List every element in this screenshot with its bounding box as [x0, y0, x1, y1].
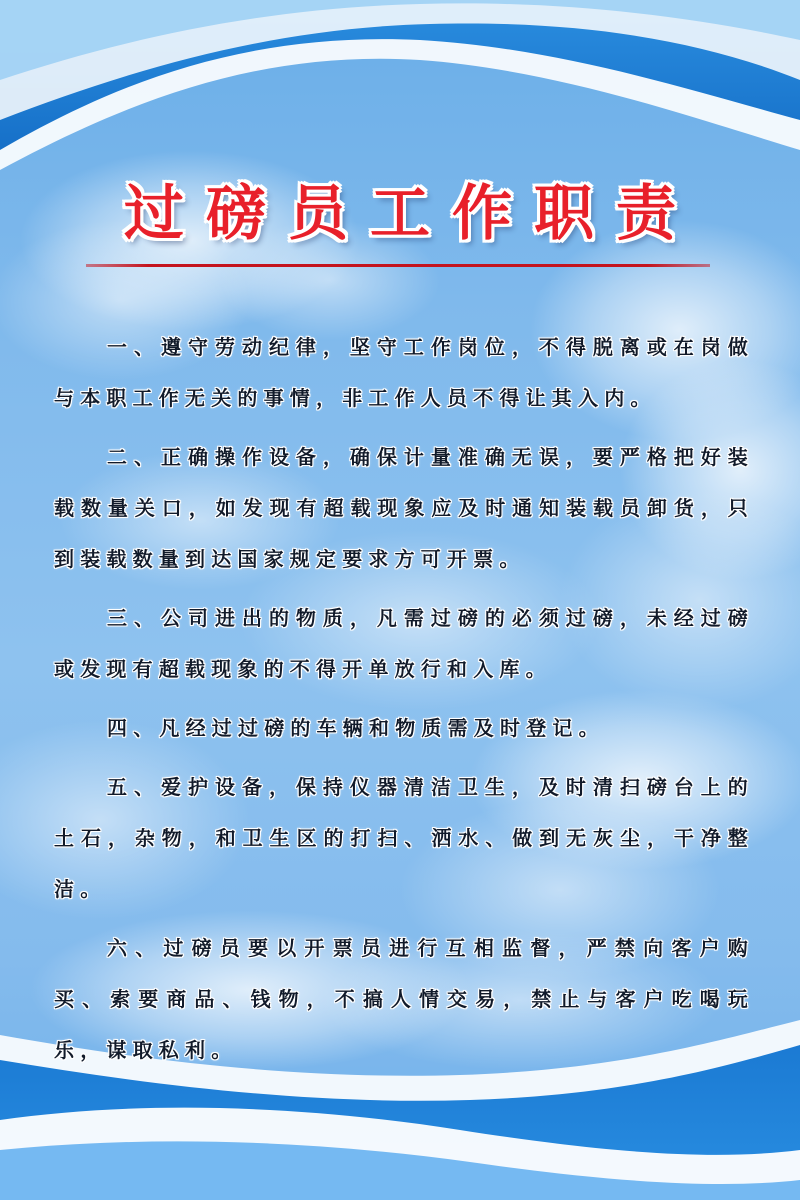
- duty-item-6: 六、过磅员要以开票员进行互相监督，严禁向客户购买、索要商品、钱物，不搞人情交易，禁止与客户吃喝玩乐，谋取私利。: [54, 936, 754, 1062]
- duty-list: [54, 322, 754, 1084]
- duty-item-5: 五、爱护设备，保持仪器清洁卫生，及时清扫磅台上的土石，杂物，和卫生区的打扫、洒水、做到无灰尘，干净整洁。: [54, 775, 754, 901]
- poster-title: 过磅员工作职责: [124, 179, 698, 249]
- duty-item-4: 四、凡经过过磅的车辆和物质需及时登记。: [107, 716, 605, 740]
- duty-item-3: 三、公司进出的物质，凡需过磅的必须过磅，未经过磅或发现有超载现象的不得开单放行和入库。: [54, 606, 754, 681]
- duty-item-1: 一、遵守劳动纪律，坚守工作岗位，不得脱离或在岗做与本职工作无关的事情，非工作人员不得让其入内。: [54, 335, 754, 410]
- duty-item-2: 二、正确操作设备，确保计量准确无误，要严格把好装载数量关口，如发现有超载现象应及时通知装载员卸货，只到装载数量到达国家规定要求方可开票。: [54, 445, 754, 571]
- top-wave: [0, 0, 800, 170]
- title-underline: [86, 264, 710, 267]
